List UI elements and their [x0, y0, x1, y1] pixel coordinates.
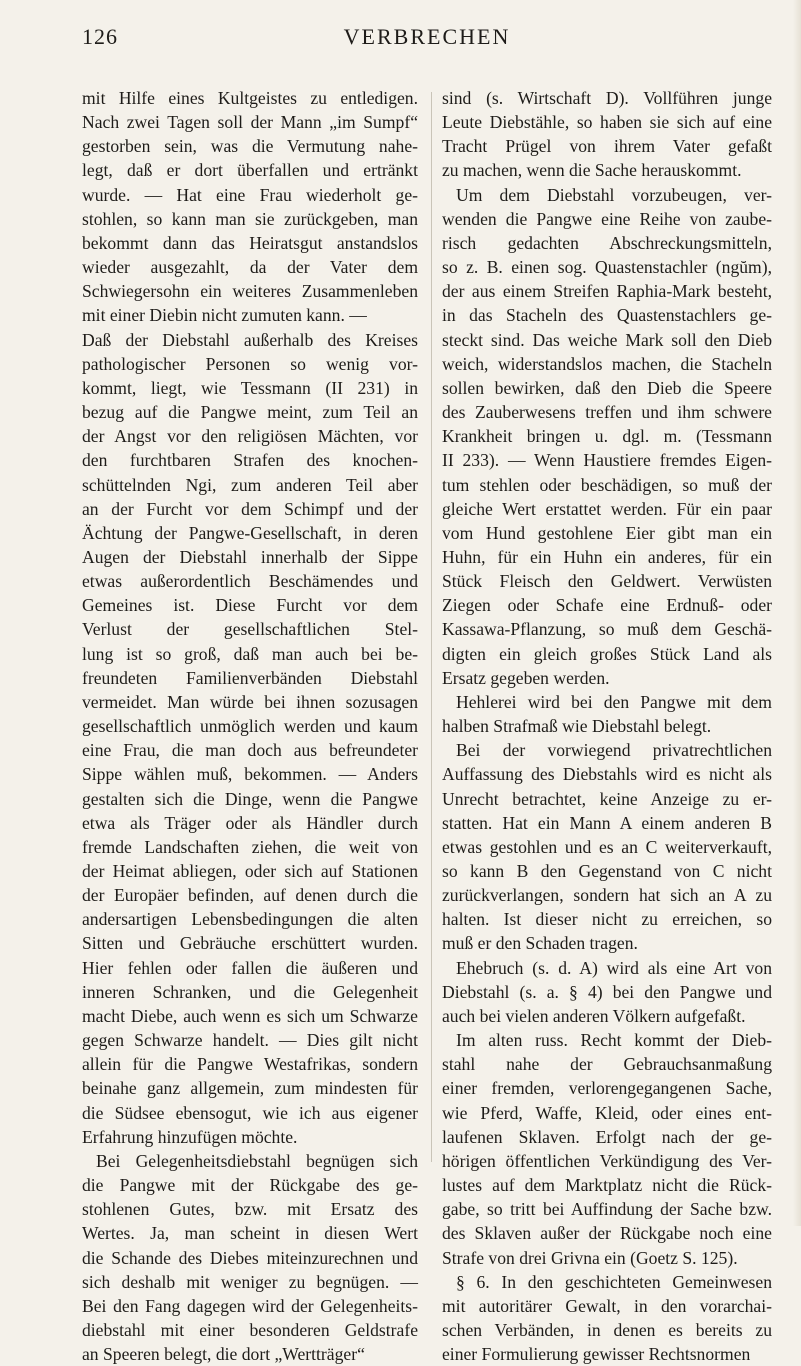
text-line: den furchtbaren Strafen des knochen- — [82, 450, 418, 471]
text-line: sind (s. Wirtschaft D). Vollführen junge — [442, 88, 772, 108]
text-line: Augen der Diebstahl innerhalb der Sippe — [82, 546, 418, 567]
text-line: Diebstahl (s. a. § 4) bei den Pangwe und — [442, 981, 772, 1002]
text-line: schüttelnden Ngi, zum anderen Teil aber — [82, 474, 418, 495]
text-line: gestorben sein, was die Vermutung nahe- — [82, 136, 418, 157]
text-line: macht Diebe, auch wenn es sich um Schwarze — [82, 1005, 418, 1026]
text-line: halten. Ist dieser nicht zu erreichen, so — [442, 909, 772, 930]
text-line: inneren Schranken, und die Gelegenheit — [82, 981, 418, 1002]
text-line: bekommt dann das Heiratsgut anstandslos — [82, 232, 418, 253]
text-line: § 6. In den geschichteten Gemeinwesen — [456, 1271, 772, 1292]
text-line: Nach zwei Tagen soll der Mann „im Sumpf“ — [82, 112, 418, 133]
text-line: einer Formulierung gewisser Rechtsnormen — [442, 1344, 751, 1365]
text-line: gabe, so tritt bei Auffindung der Sache bzw. — [442, 1199, 772, 1220]
text-line: Strafe von drei Grivna ein (Goetz S. 125). — [442, 1247, 738, 1268]
text-line: Bei den Fang dagegen wird der Gelegenheits- — [82, 1295, 418, 1316]
text-line: Auffassung des Diebstahls wird es nicht als — [442, 764, 772, 785]
text-line: Hier fehlen oder fallen die äußeren und — [82, 957, 418, 978]
text-line: Sitten und Gebräuche erschüttert wurden. — [82, 933, 418, 954]
text-line: stohlenen Gutes, bzw. mit Ersatz des — [82, 1199, 418, 1220]
text-line: stahl nahe der Gebrauchsanmaßung — [442, 1054, 772, 1075]
text-line: Leute Diebstähle, so haben sie sich auf eine — [442, 112, 772, 133]
text-line: Verlust der gesellschaftlichen Stel- — [82, 619, 418, 640]
text-line: stohlen, so kann man sie zurückgeben, man — [82, 208, 418, 229]
text-line: des Sklaven außer der Rückgabe noch eine — [442, 1223, 772, 1244]
text-line: die Südsee ebensogut, wie ich aus eigener — [82, 1102, 418, 1123]
text-line: so kann B den Gegenstand von C nicht — [442, 861, 772, 881]
text-line: Sippe wählen muß, bekommen. — Anders — [82, 764, 418, 785]
text-line: andersartigen Lebensbedingungen die alten — [82, 909, 418, 930]
text-line: fremde Landschaften ziehen, die weit von — [82, 836, 418, 857]
text-line: mit einer Diebin nicht zumuten kann. — — [82, 305, 367, 326]
right-column — [442, 86, 772, 1366]
text-line: beinahe ganz allgemein, zum mindesten für — [82, 1078, 418, 1099]
text-line: laufenen Sklaven. Erfolgt nach der ge- — [442, 1126, 772, 1147]
text-line: Im alten russ. Recht kommt der Dieb- — [456, 1030, 772, 1051]
text-line: Erfahrung hinzufügen möchte. — [82, 1126, 298, 1147]
text-line: Krankheit bringen u. dgl. m. (Tessmann — [442, 426, 772, 447]
text-line: wenden die Pangwe eine Reihe von zaube- — [442, 208, 772, 229]
text-line: kommt, liegt, wie Tessmann (II 231) in — [82, 377, 418, 398]
text-line: etwa als Träger oder als Händler durch — [82, 812, 418, 833]
text-line: Ziegen oder Schafe eine Erdnuß- oder — [442, 595, 772, 616]
text-line: vom Hund gestohlene Eier gibt man ein — [442, 522, 772, 543]
text-line: Unrecht betrachtet, keine Anzeige zu er- — [442, 788, 772, 809]
text-line: etwas außerordentlich Beschämendes und — [82, 571, 418, 592]
text-line: Hehlerei wird bei den Pangwe mit dem — [456, 691, 772, 712]
text-line: pathologischer Personen so wenig vor- — [82, 353, 418, 374]
text-line: gesellschaftlich unmöglich werden und kaum — [82, 716, 418, 737]
text-line: legt, daß er dort überfallen und ertränkt — [82, 160, 418, 181]
text-line: Wertes. Ja, man scheint in diesen Wert — [82, 1223, 418, 1244]
running-title: VERBRECHEN — [343, 24, 511, 49]
text-line: eine Frau, die man doch aus befreundeter — [82, 740, 418, 761]
text-line: der Europäer befinden, auf denen durch die — [82, 885, 418, 906]
left-column — [82, 86, 418, 1366]
text-line: Tracht Prügel von ihrem Vater gefaßt — [442, 136, 772, 157]
text-line: schen Verbänden, in denen es bereits zu — [442, 1319, 772, 1340]
text-line: Kassawa-Pflanzung, so muß dem Geschä- — [442, 619, 772, 640]
text-line: statten. Hat ein Mann A einem anderen B — [442, 812, 772, 833]
text-line: mit autoritärer Gewalt, in den vorarchai- — [442, 1295, 772, 1316]
page-edge-shadow — [793, 0, 801, 1226]
text-line: Huhn, für ein Huhn ein anderes, für ein — [442, 546, 772, 567]
text-line: mit Hilfe eines Kultgeistes zu entledigen. — [82, 88, 418, 108]
text-line: an Speeren belegt, die dort „Wertträger“ — [82, 1344, 365, 1365]
text-line: Schwiegersohn ein weiteres Zusammenleben — [82, 281, 418, 302]
text-line: wieder ausgezahlt, da der Vater dem — [82, 257, 418, 278]
text-line: die Schande des Diebes miteinzurechnen und — [82, 1247, 418, 1268]
text-line: steckt sind. Das weiche Mark soll den Dieb — [442, 329, 772, 350]
text-line: wurde. — Hat eine Frau wiederholt ge- — [82, 184, 418, 205]
text-line: gegen Schwarze handelt. — Dies gilt nicht — [82, 1030, 418, 1051]
text-line: lustes auf dem Marktplatz nicht die Rück- — [442, 1175, 772, 1196]
text-line: sollen bewirken, daß den Dieb die Speere — [442, 377, 772, 398]
text-line: Ächtung der Pangwe-Gesellschaft, in deren — [82, 522, 418, 543]
text-line: Gemeines ist. Diese Furcht vor dem — [82, 595, 418, 616]
text-line: freundeten Familienverbänden Diebstahl — [82, 667, 418, 688]
text-line: Ehebruch (s. d. A) wird als eine Art von — [456, 957, 772, 978]
text-line: halben Strafmaß wie Diebstahl belegt. — [442, 716, 712, 737]
text-line: tum stehlen oder beschädigen, so muß der — [442, 474, 772, 495]
text-line: die Pangwe mit der Rückgabe des ge- — [82, 1175, 418, 1196]
page-number: 126 — [82, 24, 118, 49]
text-line: auch bei vielen anderen Völkern aufgefaßt. — [442, 1005, 746, 1026]
text-line: lung ist so groß, daß man auch bei be- — [82, 643, 418, 664]
text-line: Ersatz gegeben werden. — [442, 667, 610, 688]
text-line: vermeidet. Man würde bei ihnen sozusagen — [82, 691, 418, 712]
text-line: Bei Gelegenheitsdiebstahl begnügen sich — [96, 1150, 418, 1171]
text-line: etwas gestohlen und es an C weiterverkauft, — [442, 836, 772, 857]
text-line: des Zauberwesens treffen und ihm schwere — [442, 402, 772, 423]
text-line: der Angst vor den religiösen Mächten, vor — [82, 426, 418, 447]
text-line: Bei der vorwiegend privatrechtlichen — [456, 740, 772, 761]
text-line: sich deshalb mit weniger zu begnügen. — — [82, 1271, 418, 1292]
text-line: zu machen, wenn die Sache herauskommt. — [442, 160, 742, 181]
text-line: einer fremden, verlorengegangenen Sache, — [442, 1078, 772, 1099]
text-line: risch gedachten Abschreckungsmitteln, — [442, 232, 772, 253]
column-divider — [431, 92, 432, 1162]
text-line: gleiche Wert erstattet werden. Für ein paar — [442, 498, 772, 519]
text-line: in das Stacheln des Quastenstachlers ge- — [442, 305, 772, 326]
text-line: II 233). — Wenn Haustiere fremdes Eigen- — [442, 450, 772, 471]
text-line: an der Furcht vor dem Schimpf und der — [82, 498, 418, 519]
text-line: weich, widerstandslos machen, die Stacheln — [442, 353, 772, 374]
text-line: der aus einem Streifen Raphia-Mark besteht, — [442, 281, 772, 302]
text-line: zurückverlangen, sondern hat sich an A zu — [442, 885, 772, 906]
text-line: gestalten sich die Dinge, wenn die Pangwe — [82, 788, 418, 809]
text-line: digten ein gleich großes Stück Land als — [442, 643, 772, 664]
page-header — [82, 24, 772, 54]
text-line: hörigen öffentlichen Verkündigung des Ver- — [442, 1150, 772, 1171]
text-line: Daß der Diebstahl außerhalb des Kreises — [82, 329, 418, 350]
text-line: Stück Fleisch den Geldwert. Verwüsten — [442, 571, 772, 592]
text-line: bezug auf die Pangwe meint, zum Teil an — [82, 402, 418, 423]
text-line: diebstahl mit einer besonderen Geldstrafe — [82, 1319, 418, 1340]
text-line: der Heimat abliegen, oder sich auf Stationen — [82, 861, 418, 881]
text-line: so z. B. einen sog. Quastenstachler (ngŭm), — [442, 257, 772, 278]
text-line: allein für die Pangwe Westafrikas, sondern — [82, 1054, 418, 1075]
text-line: Um dem Diebstahl vorzubeugen, ver- — [456, 184, 772, 205]
text-line: muß er den Schaden tragen. — [442, 933, 638, 954]
text-line: wie Pferd, Waffe, Kleid, oder eines ent- — [442, 1102, 772, 1123]
